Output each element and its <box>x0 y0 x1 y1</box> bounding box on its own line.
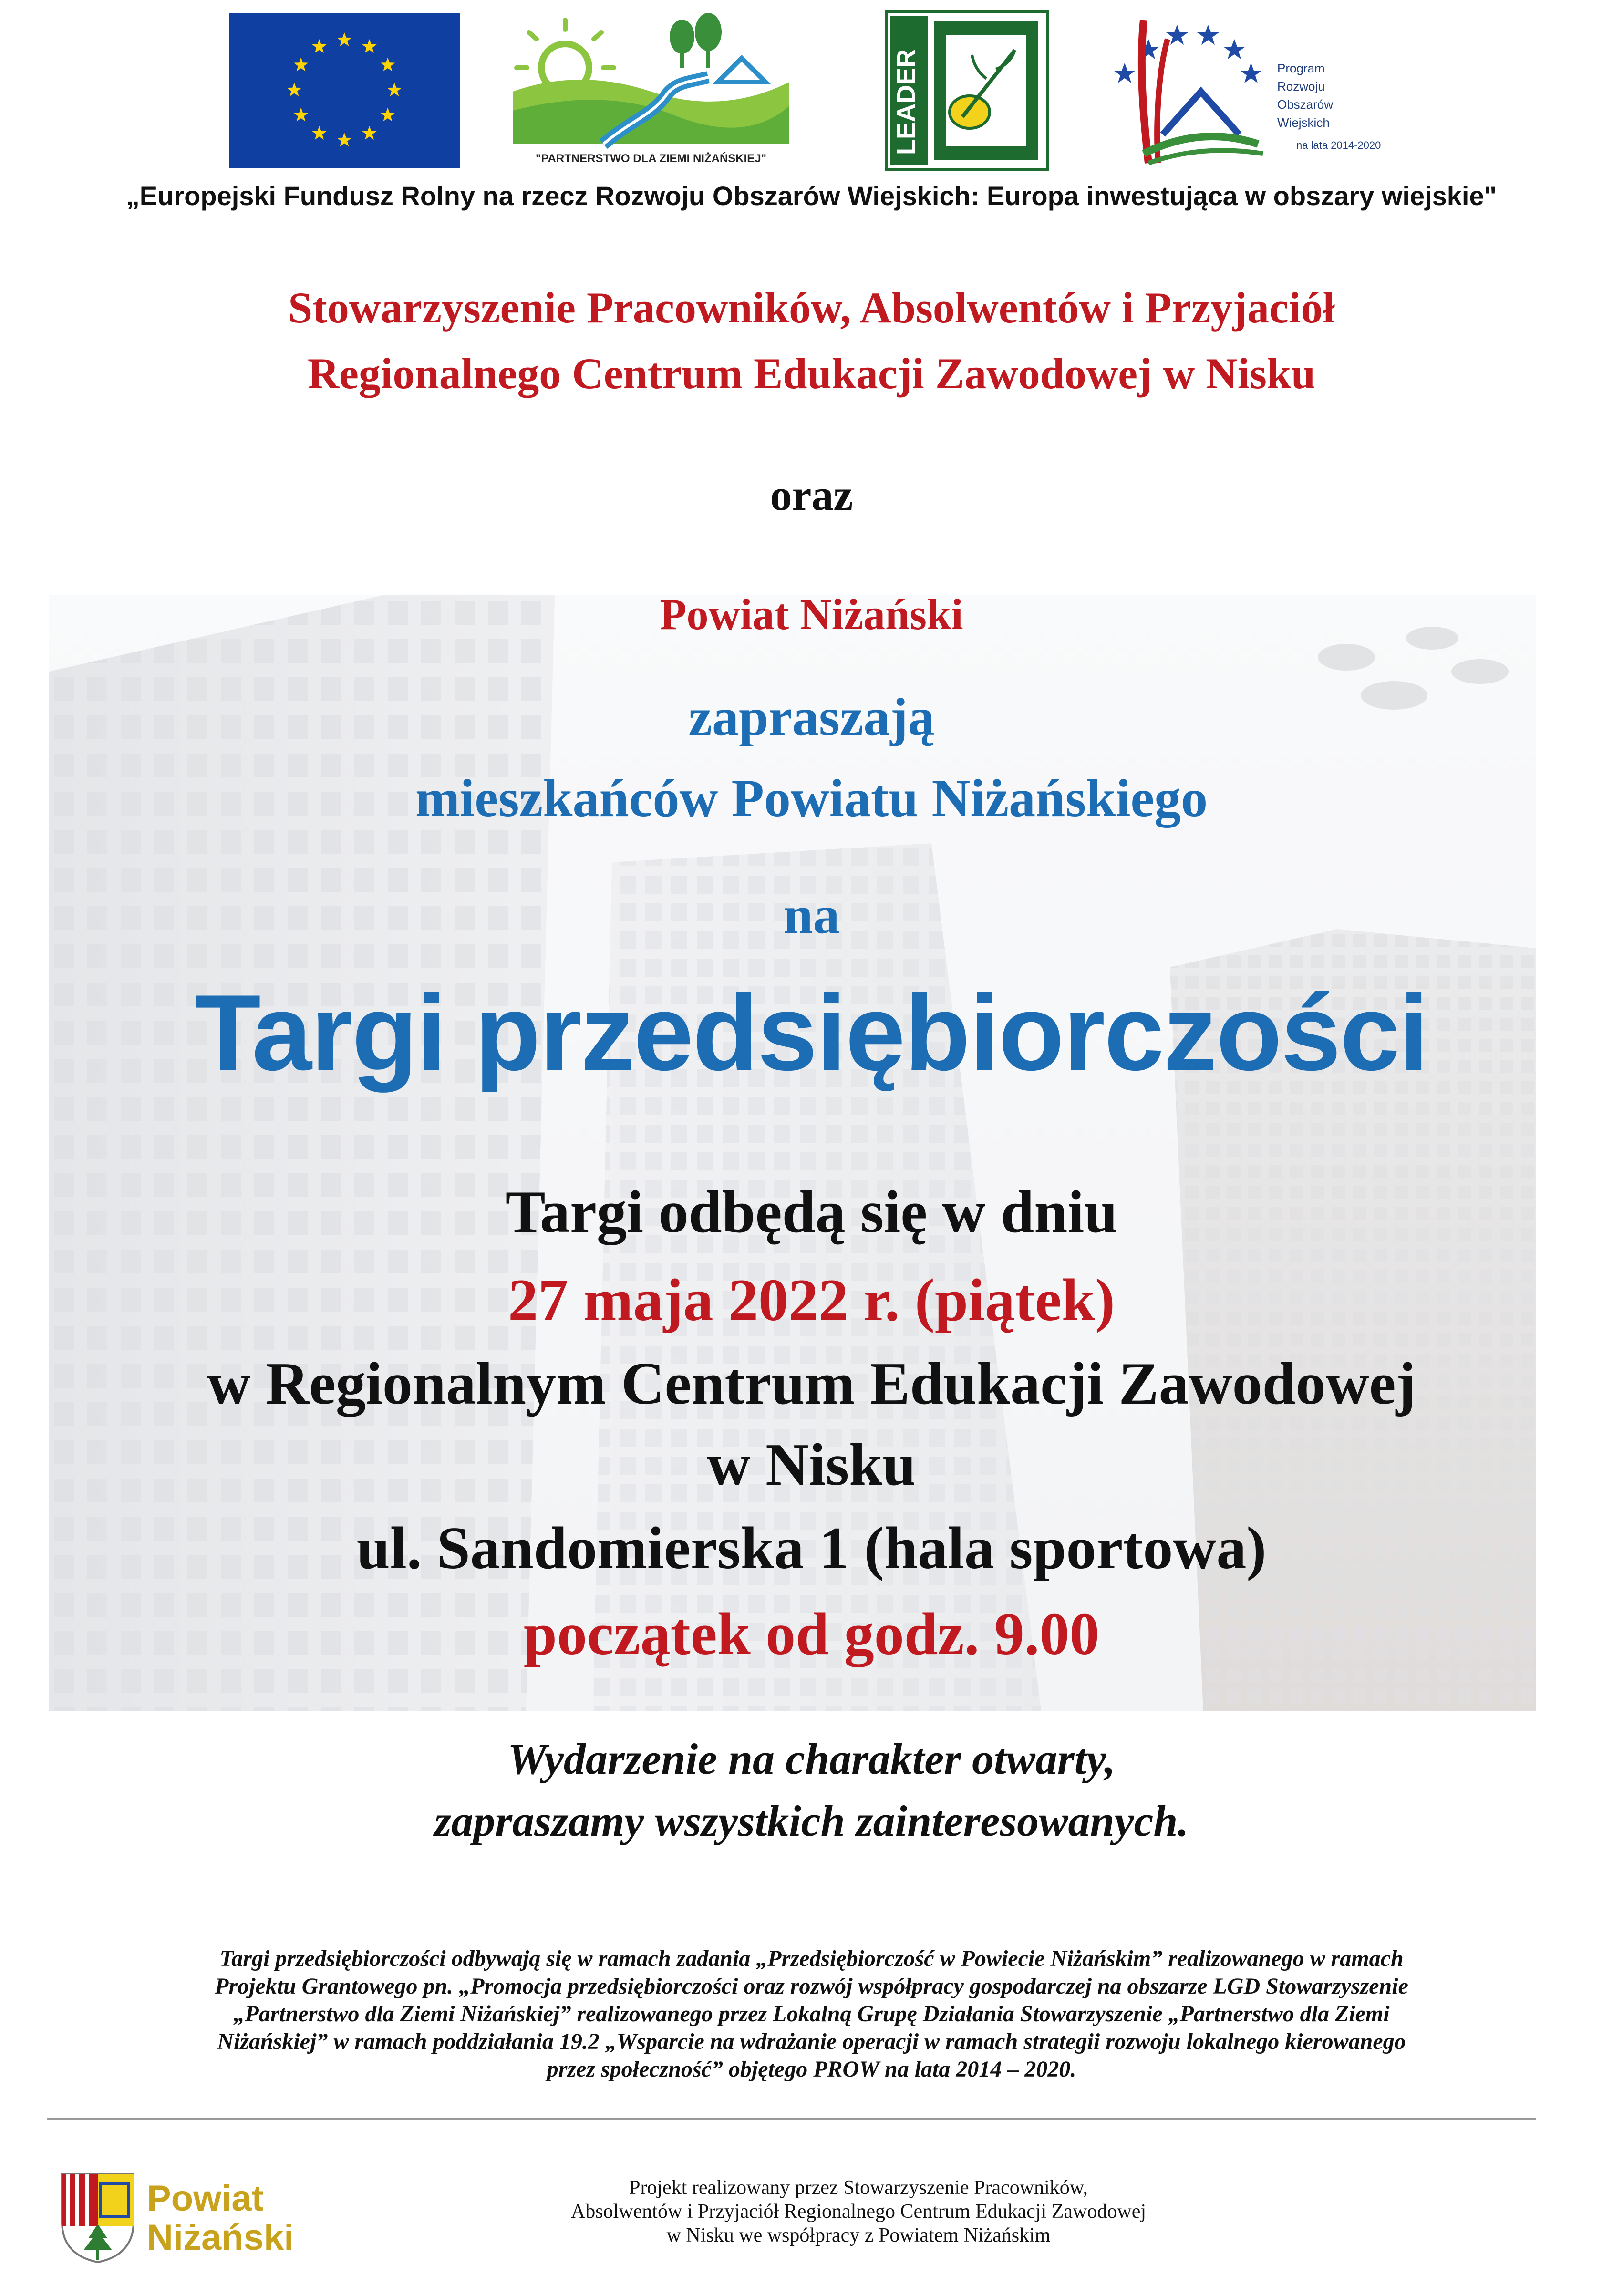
open-event-line-1: Wydarzenie na charakter otwarty, <box>507 1735 1116 1783</box>
event-date: 27 maja 2022 r. (piątek) <box>508 1267 1115 1334</box>
partnerstwo-caption: "PARTNERSTWO DLA ZIEMI NIŻAŃSKIEJ" <box>535 152 767 165</box>
prow-line-4: Wiejskich <box>1277 115 1330 130</box>
house-icon <box>1163 92 1239 134</box>
invite-line-3: na <box>783 886 840 945</box>
leader-text: LEADER <box>892 49 920 155</box>
organizer-line-1: Stowarzyszenie Pracowników, Absolwentów i Przyjaciół <box>288 283 1335 332</box>
coat-of-arms-icon <box>57 2169 138 2265</box>
start-time: początek od godz. 9.00 <box>523 1601 1100 1667</box>
prow-line-1: Program <box>1277 61 1325 75</box>
footnote-line-3: „Partnerstwo dla Ziemi Niżańskiej” realizowanego przez Lokalną Grupę Działania Stowarzyszenie „Partnerstwo dla Ziemi <box>233 2001 1390 2027</box>
prow-line-5: na lata 2014-2020 <box>1296 139 1381 151</box>
footnote-line-2: Projektu Grantowego pn. „Promocja przedsiębiorczości oraz rozwój współpracy gospodarczej na obszarze LGD Stowarzyszenie <box>215 1974 1408 1999</box>
prow-logo <box>1106 10 1381 172</box>
prow-line-3: Obszarów <box>1277 97 1334 112</box>
prow-line-2: Rozwoju <box>1277 79 1325 93</box>
powiat-nizanski-logo <box>57 2169 296 2265</box>
project-line-3: w Nisku we współpracy z Powiatem Niżańskim <box>666 2224 1051 2246</box>
open-event-line-2: zapraszamy wszystkich zainteresowanych. <box>434 1797 1189 1845</box>
project-info <box>334 2176 1383 2247</box>
footnote-line-1: Targi przedsiębiorczości odbywają się w ramach zadania „Przedsiębiorczość w Powiecie Niżańskim” realizowanego w ramach <box>219 1946 1404 1971</box>
venue-line-2: w Nisku <box>707 1432 916 1498</box>
partnerstwo-logo <box>508 10 794 170</box>
venue-line-1: w Regionalnym Centrum Edukacji Zawodowej <box>207 1351 1416 1417</box>
details-line-1: Targi odbędą się w dniu <box>505 1179 1118 1245</box>
divider <box>47 2118 1536 2120</box>
powiat-logo-line-2: Niżański <box>147 2217 294 2258</box>
footnote-line-5: przez społeczność” objętego PROW na lata 2014 – 2020. <box>547 2057 1076 2082</box>
eu-flag-logo <box>229 13 460 168</box>
eu-stars-icon <box>229 13 460 168</box>
leader-logo <box>886 12 1047 169</box>
second-organizer: Powiat Niżański <box>660 590 963 639</box>
invite-line-2: mieszkańców Powiatu Niżańskiego <box>415 769 1208 828</box>
project-line-1: Projekt realizowany przez Stowarzyszenie Pracowników, <box>629 2177 1088 2199</box>
project-line-2: Absolwentów i Przyjaciół Regionalnego Centrum Edukacji Zawodowej <box>570 2201 1147 2223</box>
footnote <box>43 1945 1580 2083</box>
prow-stars-icon <box>1114 25 1262 83</box>
organizer-line-2: Regionalnego Centrum Edukacji Zawodowej w Nisku <box>307 349 1316 398</box>
fund-line: „Europejski Fundusz Rolny na rzecz Rozwoju Obszarów Wiejskich: Europa inwestująca w obszary wiejskie" <box>126 181 1497 211</box>
invite-line-1: zapraszają <box>688 688 935 747</box>
event-title: Targi przedsiębiorczości <box>195 972 1428 1093</box>
venue-address: ul. Sandomierska 1 (hala sportowa) <box>356 1515 1267 1582</box>
footnote-line-4: Niżańskiej” w ramach poddziałania 19.2 „Wsparcie na wdrażanie operacji w ramach strategii rozwoju lokalnego kierowanego <box>217 2029 1406 2054</box>
powiat-logo-line-1: Powiat <box>147 2178 264 2219</box>
conjunction-oraz: oraz <box>770 471 853 519</box>
